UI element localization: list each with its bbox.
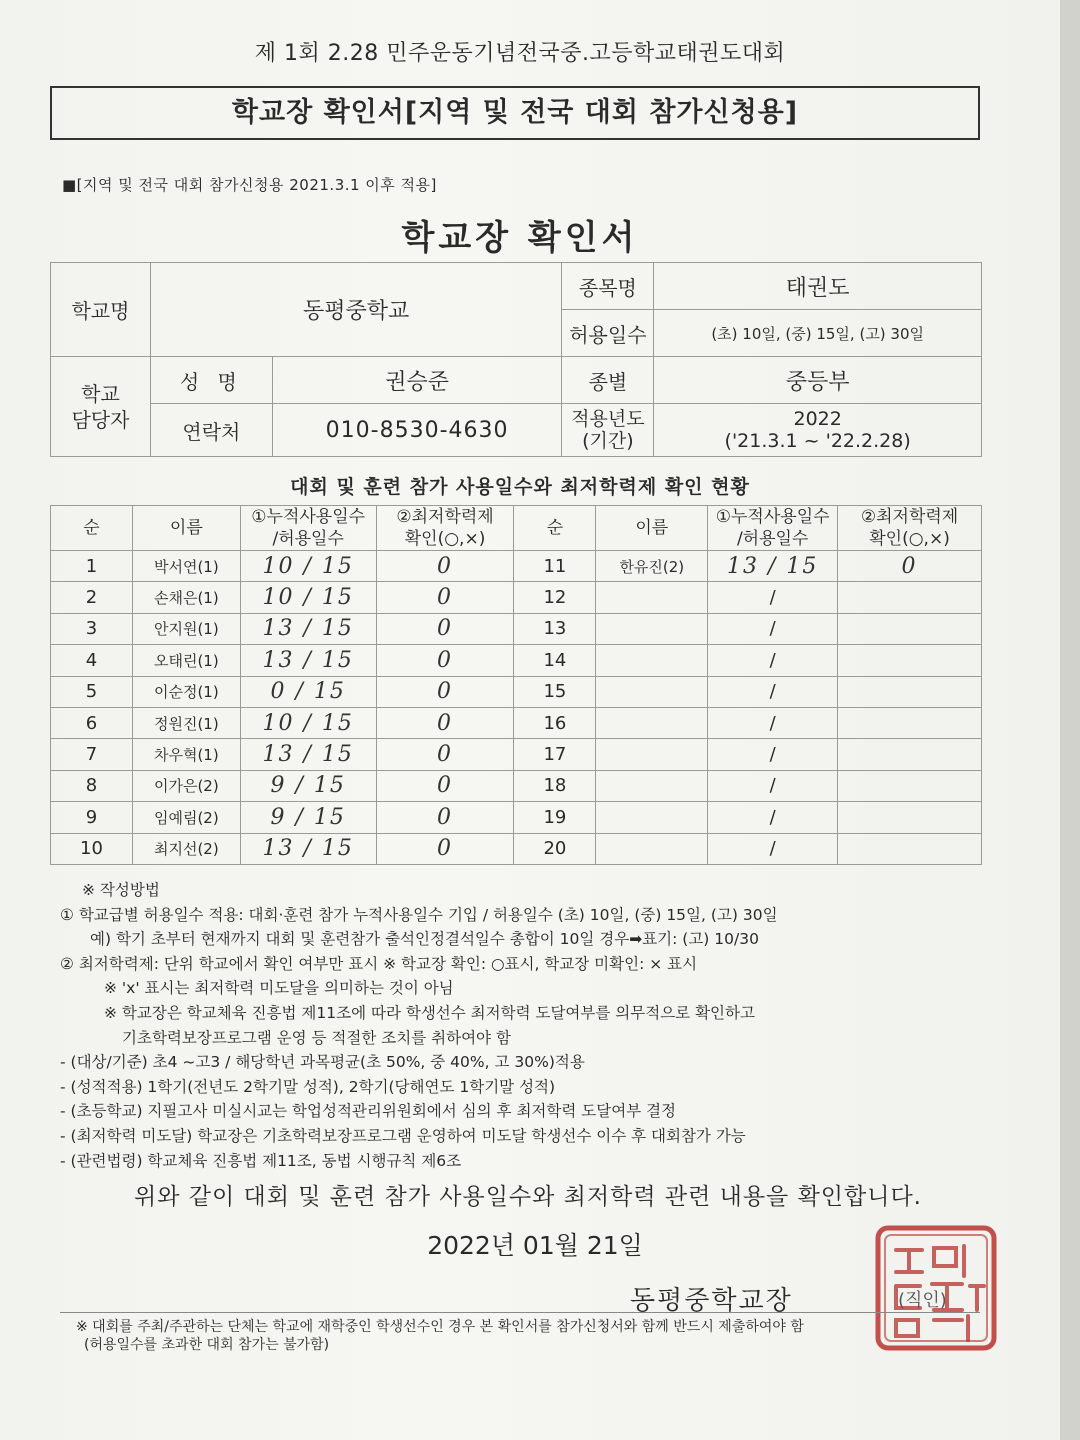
student-check: 0 bbox=[376, 645, 514, 676]
student-days: / bbox=[708, 707, 838, 738]
seal-label: (직인) bbox=[898, 1290, 947, 1311]
name-value: 권승준 bbox=[272, 357, 562, 404]
student-no: 5 bbox=[51, 676, 133, 707]
student-name bbox=[596, 613, 708, 644]
student-days: / bbox=[708, 676, 838, 707]
student-no: 18 bbox=[514, 770, 596, 801]
table-row bbox=[51, 613, 982, 644]
name-label: 성 명 bbox=[150, 357, 272, 404]
instruction-line: - (관련법령) 학교체육 진흥법 제11조, 동법 시행규칙 제6조 bbox=[60, 1151, 462, 1170]
student-days: 10 / 15 bbox=[240, 551, 376, 582]
table-row bbox=[51, 645, 982, 676]
student-name bbox=[596, 802, 708, 833]
year-value-2: ('21.3.1 ~ '22.2.28) bbox=[724, 430, 911, 452]
contact-label bbox=[51, 357, 151, 457]
phone-label: 연락처 bbox=[150, 404, 272, 457]
student-days: 10 / 15 bbox=[240, 582, 376, 613]
school-label: 학교명 bbox=[51, 263, 151, 357]
student-check bbox=[838, 613, 982, 644]
student-no: 9 bbox=[51, 802, 133, 833]
student-check: 0 bbox=[376, 770, 514, 801]
student-days: / bbox=[708, 739, 838, 770]
sport-value: 태권도 bbox=[654, 263, 982, 310]
table-header-row bbox=[51, 506, 982, 551]
student-check bbox=[838, 770, 982, 801]
instruction-line: - (최저학력 미도달) 학교장은 기초학력보장프로그램 운영하여 미도달 학생선수 이수 후 대회참가 가능 bbox=[60, 1126, 746, 1145]
student-name bbox=[596, 582, 708, 613]
student-no: 7 bbox=[51, 739, 133, 770]
student-check bbox=[838, 707, 982, 738]
instruction-line: - (성적적용) 1학기(전년도 2학기말 성적), 2학기(당해연도 1학기말 성적) bbox=[60, 1077, 556, 1096]
student-name: 차우혁(1) bbox=[132, 739, 240, 770]
student-name: 오태린(1) bbox=[132, 645, 240, 676]
student-check: 0 bbox=[376, 551, 514, 582]
sport-label: 종목명 bbox=[562, 263, 654, 310]
table-row bbox=[51, 676, 982, 707]
student-name: 정원진(1) bbox=[132, 707, 240, 738]
student-name bbox=[596, 707, 708, 738]
header-check-right-1: ②최저학력제 bbox=[860, 507, 959, 527]
instruction-line: ① 학교급별 허용일수 적용: 대회·훈련 참가 누적사용일수 기입 / 허용일수 (초) 10일, (중) 15일, (고) 30일 bbox=[60, 905, 778, 924]
instruction-line: ② 최저학력제: 단위 학교에서 확인 여부만 표시 ※ 학교장 확인: ○표시, 학교장 미확인: × 표시 bbox=[60, 954, 698, 973]
writing-instructions bbox=[60, 878, 1000, 1173]
contact-label-text: 학교 담당자 bbox=[71, 381, 130, 432]
student-days: 10 / 15 bbox=[240, 707, 376, 738]
instruction-line: - (초등학교) 지필고사 미실시교는 학업성적관리위원회에서 심의 후 최저학력 도달여부 결정 bbox=[60, 1102, 677, 1121]
student-check: 0 bbox=[376, 582, 514, 613]
event-title: 제 1회 2.28 민주운동기념전국중.고등학교태권도대회 bbox=[254, 41, 786, 66]
student-name bbox=[596, 833, 708, 864]
instruction-line: ※ 'x' 표시는 최저학력 미도달을 의미하는 것이 아님 bbox=[104, 979, 454, 998]
year-label bbox=[562, 404, 654, 457]
info-table bbox=[50, 262, 982, 457]
student-check: 0 bbox=[376, 676, 514, 707]
header-name: 이름 bbox=[132, 506, 240, 551]
student-no: 8 bbox=[51, 770, 133, 801]
student-days: 9 / 15 bbox=[240, 770, 376, 801]
student-check: 0 bbox=[376, 707, 514, 738]
student-no: 6 bbox=[51, 707, 133, 738]
student-no: 12 bbox=[514, 582, 596, 613]
student-days: 9 / 15 bbox=[240, 802, 376, 833]
student-days: 13 / 15 bbox=[708, 551, 838, 582]
student-check bbox=[838, 676, 982, 707]
header-days-right-2: /허용일수 bbox=[736, 529, 809, 549]
student-name: 최지선(2) bbox=[132, 833, 240, 864]
school-value: 동평중학교 bbox=[150, 263, 562, 357]
principal-signature: 동평중학교장 bbox=[630, 1286, 793, 1316]
student-no: 11 bbox=[514, 551, 596, 582]
student-name bbox=[596, 739, 708, 770]
student-no: 19 bbox=[514, 802, 596, 833]
student-days: 13 / 15 bbox=[240, 613, 376, 644]
student-no: 17 bbox=[514, 739, 596, 770]
student-no: 4 bbox=[51, 645, 133, 676]
student-name: 안지원(1) bbox=[132, 613, 240, 644]
student-days: / bbox=[708, 613, 838, 644]
student-days: 13 / 15 bbox=[240, 645, 376, 676]
header-name-right: 이름 bbox=[596, 506, 708, 551]
student-name: 임예림(2) bbox=[132, 802, 240, 833]
instruction-line: ※ 작성방법 bbox=[82, 881, 160, 899]
document-title: 학교장 확인서 bbox=[401, 218, 639, 258]
student-no: 15 bbox=[514, 676, 596, 707]
instruction-line: 기초학력보장프로그램 운영 등 적절한 조치를 취하여야 함 bbox=[122, 1028, 511, 1047]
instruction-line: 예) 학기 초부터 현재까지 대회 및 훈련참가 출석인정결석일수 총합이 10일 경우➡표기: (고) 10/30 bbox=[90, 930, 759, 949]
table-row bbox=[51, 833, 982, 864]
student-no: 14 bbox=[514, 645, 596, 676]
header-no: 순 bbox=[51, 506, 133, 551]
header-check-right bbox=[838, 506, 982, 551]
instruction-line: ※ 학교장은 학교체육 진흥법 제11조에 따라 학생선수 최저학력 도달여부를 의무적으로 확인하고 bbox=[104, 1003, 755, 1022]
table-row bbox=[51, 739, 982, 770]
division-label: 종별 bbox=[562, 357, 654, 404]
student-name bbox=[596, 645, 708, 676]
form-title: 학교장 확인서[지역 및 전국 대회 참가신청용] bbox=[50, 86, 980, 140]
header-check-2: 확인(○,×) bbox=[404, 529, 486, 549]
application-note: ■[지역 및 전국 대회 참가신청용 2021.3.1 이후 적용] bbox=[62, 176, 437, 194]
student-check: 0 bbox=[838, 551, 982, 582]
student-no: 3 bbox=[51, 613, 133, 644]
header-check-right-2: 확인(○,×) bbox=[869, 529, 950, 549]
student-check bbox=[838, 802, 982, 833]
year-value bbox=[654, 404, 982, 457]
footer-divider bbox=[60, 1312, 980, 1313]
student-name: 이순정(1) bbox=[132, 676, 240, 707]
student-check: 0 bbox=[376, 833, 514, 864]
student-table bbox=[50, 505, 982, 865]
footer-note bbox=[76, 1318, 996, 1354]
student-days: 0 / 15 bbox=[240, 676, 376, 707]
header-days bbox=[240, 506, 376, 551]
issue-date: 2022년 01월 21일 bbox=[427, 1231, 643, 1260]
student-check bbox=[838, 833, 982, 864]
header-check-1: ②최저학력제 bbox=[396, 507, 494, 527]
year-label-1: 적용년도 bbox=[571, 408, 645, 430]
student-check bbox=[838, 582, 982, 613]
phone-value: 010-8530-4630 bbox=[272, 404, 562, 457]
table-row bbox=[51, 802, 982, 833]
instruction-line: - (대상/기준) 초4 ~고3 / 해당학년 과목평균(초 50%, 중 40%, 고 30%)적용 bbox=[60, 1053, 585, 1072]
allowed-value: (초) 10일, (중) 15일, (고) 30일 bbox=[654, 310, 982, 357]
background-edge bbox=[1060, 0, 1080, 1440]
table-row bbox=[51, 551, 982, 582]
student-name bbox=[596, 770, 708, 801]
table-row bbox=[51, 770, 982, 801]
header-check bbox=[376, 506, 514, 551]
student-name bbox=[596, 676, 708, 707]
student-days: 13 / 15 bbox=[240, 833, 376, 864]
student-name: 손채은(1) bbox=[132, 582, 240, 613]
header-days-right-1: ①누적사용일수 bbox=[715, 507, 830, 527]
student-days: / bbox=[708, 645, 838, 676]
header-days-right bbox=[708, 506, 838, 551]
student-no: 10 bbox=[51, 833, 133, 864]
student-check bbox=[838, 739, 982, 770]
student-no: 13 bbox=[514, 613, 596, 644]
student-no: 2 bbox=[51, 582, 133, 613]
table-title: 대회 및 훈련 참가 사용일수와 최저학력제 확인 현황 bbox=[290, 476, 750, 498]
allowed-label: 허용일수 bbox=[562, 310, 654, 357]
student-days: / bbox=[708, 582, 838, 613]
student-check bbox=[838, 645, 982, 676]
year-label-2: (기간) bbox=[582, 430, 634, 452]
student-check: 0 bbox=[376, 613, 514, 644]
student-name: 한유진(2) bbox=[596, 551, 708, 582]
footer-note-2: (허용일수를 초과한 대회 참가는 불가함) bbox=[84, 1337, 330, 1353]
header-days-1: ①누적사용일수 bbox=[251, 507, 366, 527]
table-row bbox=[51, 582, 982, 613]
student-days: 13 / 15 bbox=[240, 739, 376, 770]
student-name: 박서연(1) bbox=[132, 551, 240, 582]
year-value-1: 2022 bbox=[793, 408, 842, 430]
division-value: 중등부 bbox=[654, 357, 982, 404]
student-check: 0 bbox=[376, 802, 514, 833]
student-check: 0 bbox=[376, 739, 514, 770]
student-no: 1 bbox=[51, 551, 133, 582]
student-days: / bbox=[708, 770, 838, 801]
student-name: 이가은(2) bbox=[132, 770, 240, 801]
header-days-2: /허용일수 bbox=[272, 529, 344, 549]
confirmation-statement: 위와 같이 대회 및 훈련 참가 사용일수와 최저학력 관련 내용을 확인합니다. bbox=[134, 1184, 922, 1210]
student-no: 16 bbox=[514, 707, 596, 738]
student-no: 20 bbox=[514, 833, 596, 864]
header-no-right: 순 bbox=[514, 506, 596, 551]
table-row bbox=[51, 707, 982, 738]
footer-note-1: ※ 대회를 주최/주관하는 단체는 학교에 재학중인 학생선수인 경우 본 확인서를 참가신청서와 함께 반드시 제출하여야 함 bbox=[76, 1319, 804, 1335]
student-days: / bbox=[708, 833, 838, 864]
student-days: / bbox=[708, 802, 838, 833]
